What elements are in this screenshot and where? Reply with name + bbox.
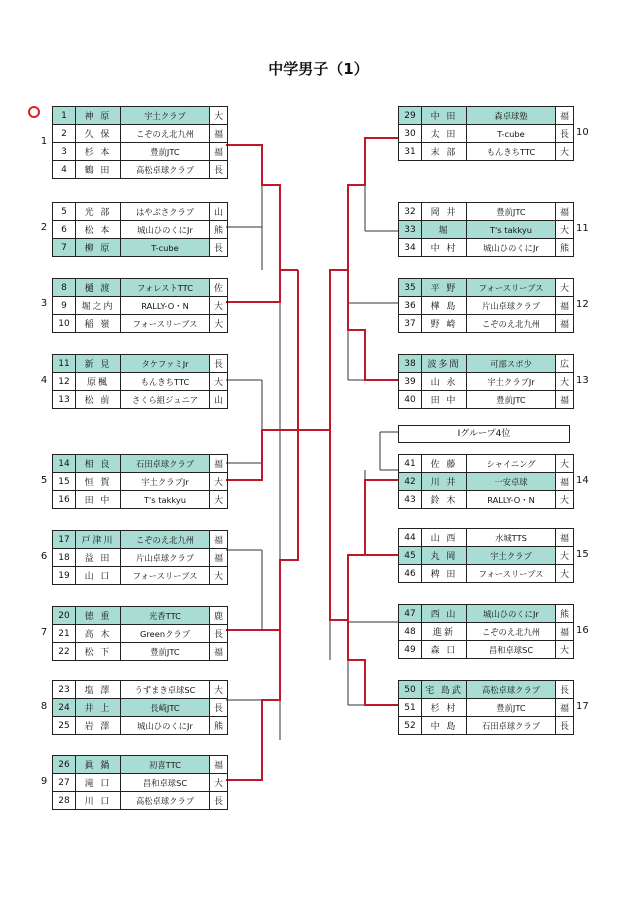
table-row: 48 進新 こぞのえ北九州 福 — [399, 623, 574, 641]
group-number: 8 — [40, 701, 48, 712]
table-row: 18 益 田 片山卓球クラブ 福 — [53, 549, 228, 567]
table-row: 42 川 井 一安卓球 福 — [399, 473, 574, 491]
table-row: 39 山 永 宇土クラブJr 大 — [399, 373, 574, 391]
table-row: 16 田 中 T's takkyu 大 — [53, 491, 228, 509]
table-row: 51 杉 村 豊前JTC 福 — [399, 699, 574, 717]
table-row: 29 中 田 森卓球塾 福 — [399, 107, 574, 125]
table-row: 44 山 西 水城TTS 福 — [399, 529, 574, 547]
table-row: 27 滝 口 昌和卓球SC 大 — [53, 774, 228, 792]
group-table — [52, 606, 228, 661]
group-table — [52, 454, 228, 509]
table-row: 11 新 見 タケファミJr 長 — [53, 355, 228, 373]
group-table — [52, 680, 228, 735]
group-number: 13 — [576, 375, 589, 386]
table-row: 28 川 口 高松卓球クラブ 長 — [53, 792, 228, 810]
group-table — [398, 528, 574, 583]
group-number: 15 — [576, 549, 589, 560]
group-table — [52, 202, 228, 257]
group-number: 1 — [40, 136, 48, 147]
table-row: 20 徳 重 光香TTC 鹿 — [53, 607, 228, 625]
table-row: 15 恒 賀 宇土クラブJr 大 — [53, 473, 228, 491]
page-title: 中学男子（1） — [268, 60, 369, 78]
table-row: 6 松 本 城山ひのくにJr 熊 — [53, 221, 228, 239]
group-number: 14 — [576, 475, 589, 486]
table-row: 31 末 部 もんきちTTC 大 — [399, 143, 574, 161]
table-row: 50 宅 島武 高松卓球クラブ 長 — [399, 681, 574, 699]
table-row: 47 西 山 城山ひのくにJr 熊 — [399, 605, 574, 623]
group-number: 5 — [40, 475, 48, 486]
table-row: 35 平 野 フォースリーブス 大 — [399, 279, 574, 297]
table-row: 12 原楓 もんきちTTC 大 — [53, 373, 228, 391]
table-row: 33 堀 T's takkyu 大 — [399, 221, 574, 239]
table-row: 49 森 口 昌和卓球SC 大 — [399, 641, 574, 659]
group-number: 2 — [40, 222, 48, 233]
table-row: 3 杉 本 豊前JTC 福 — [53, 143, 228, 161]
table-row: 26 眞 鍋 初喜TTC 福 — [53, 756, 228, 774]
table-row: 17 戸津川 こぞのえ北九州 福 — [53, 531, 228, 549]
group-number: 12 — [576, 299, 589, 310]
group-number: 7 — [40, 627, 48, 638]
group-table — [398, 278, 574, 333]
table-row: 7 柳 原 T-cube 長 — [53, 239, 228, 257]
table-row: 37 野 崎 こぞのえ北九州 福 — [399, 315, 574, 333]
table-row: 38 波多間 可部スポ少 広 — [399, 355, 574, 373]
table-row: 5 光 部 はやぶさクラブ 山 — [53, 203, 228, 221]
table-row: 13 松 前 さくら組ジュニア 山 — [53, 391, 228, 409]
group-table — [398, 354, 574, 409]
table-row: 4 鶴 田 高松卓球クラブ 長 — [53, 161, 228, 179]
group-table — [398, 680, 574, 735]
table-row: 8 樋 渡 フォレストTTC 佐 — [53, 279, 228, 297]
group-number: 17 — [576, 701, 589, 712]
table-row: 22 松 下 豊前JTC 福 — [53, 643, 228, 661]
group-table — [398, 604, 574, 659]
table-row: 25 岩 澤 城山ひのくにJr 熊 — [53, 717, 228, 735]
table-row: 2 久 保 こぞのえ北九州 福 — [53, 125, 228, 143]
table-row: 52 中 島 石田卓球クラブ 長 — [399, 717, 574, 735]
group-table — [398, 106, 574, 161]
table-row: 19 山 口 フォースリーブス 大 — [53, 567, 228, 585]
group-table — [52, 530, 228, 585]
group-table — [52, 106, 228, 179]
table-row: 21 高 木 Greenクラブ 長 — [53, 625, 228, 643]
group-table — [52, 755, 228, 810]
table-row: 32 岡 井 豊前JTC 福 — [399, 203, 574, 221]
group-number: 3 — [40, 298, 48, 309]
table-row: 1 神 原 宇土クラブ 大 — [53, 107, 228, 125]
group-number: 9 — [40, 776, 48, 787]
table-row: 30 太 田 T-cube 長 — [399, 125, 574, 143]
table-row: 9 堀之内 RALLY-O・N 大 — [53, 297, 228, 315]
table-row: 41 佐 藤 シャイニング 大 — [399, 455, 574, 473]
group-table — [398, 454, 574, 509]
group-number: 16 — [576, 625, 589, 636]
table-row: 43 鈴 木 RALLY-O・N 大 — [399, 491, 574, 509]
table-row: 14 相 良 石田卓球クラブ 福 — [53, 455, 228, 473]
group-table — [52, 278, 228, 333]
table-row: 34 中 村 城山ひのくにJr 熊 — [399, 239, 574, 257]
table-row: 10 稲 嶺 フォースリーブス 大 — [53, 315, 228, 333]
group-table — [52, 354, 228, 409]
table-row: 40 田 中 豊前JTC 福 — [399, 391, 574, 409]
group-note: Ⅰグループ4位 — [398, 425, 570, 443]
table-row: 24 井 上 長崎JTC 長 — [53, 699, 228, 717]
table-row: 23 塩 澤 うずまき卓球SC 大 — [53, 681, 228, 699]
group-number: 6 — [40, 551, 48, 562]
group-table — [398, 202, 574, 257]
group-number: 4 — [40, 375, 48, 386]
table-row: 36 樺 島 片山卓球クラブ 福 — [399, 297, 574, 315]
group-number: 10 — [576, 127, 589, 138]
group-number: 11 — [576, 223, 589, 234]
table-row: 46 稗 田 フォースリーブス 大 — [399, 565, 574, 583]
table-row: 45 丸 岡 宇土クラブ 大 — [399, 547, 574, 565]
